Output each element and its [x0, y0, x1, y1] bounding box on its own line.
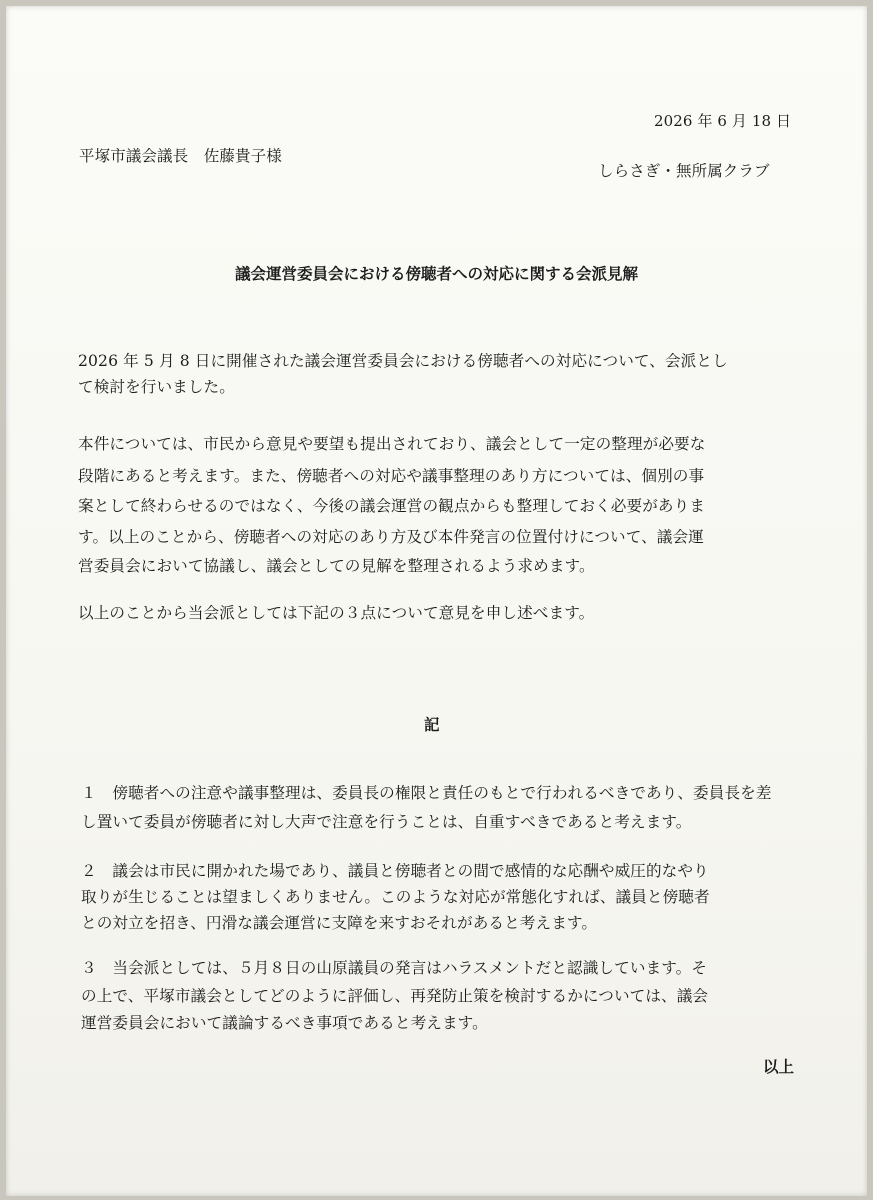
item-2-line: 取りが生じることは望ましくありません。このような対応が常態化すれば、議員と傍聴者 — [81, 888, 710, 906]
body-line: 案として終わらせるのではなく、今後の議会運営の観点からも整理しておく必要がありま — [78, 497, 705, 515]
body-line: す。以上のことから、傍聴者への対応のあり方及び本件発言の位置付けについて、議会運 — [78, 528, 704, 546]
closing-mark: 以上 — [763, 1058, 795, 1076]
body-line: 段階にあると考えます。また、傍聴者への対応や議事整理のあり方については、個別の事 — [78, 467, 705, 485]
item-2-line: との対立を招き、円滑な議会運営に支障を来すおそれがあると考えます。 — [81, 914, 598, 932]
intro-line: て検討を行いました。 — [78, 378, 235, 396]
ki-heading: 記 — [424, 716, 440, 734]
document-title: 議会運営委員会における傍聴者への対応に関する会派見解 — [234, 265, 638, 283]
addressee: 平塚市議会議長 佐藤貴子様 — [79, 147, 282, 165]
body-line: 本件については、市民から意見や要望も提出されており、議会として一定の整理が必要な — [78, 435, 706, 453]
item-2-line: ２ 議会は市民に開かれた場であり、議員と傍聴者との間で感情的な応酬や威圧的なやり — [81, 862, 709, 880]
document-date: 2026 年 6 月 18 日 — [654, 112, 792, 130]
lead-line: 以上のことから当会派としては下記の３点について意見を申し述べます。 — [78, 604, 595, 622]
item-3-line: ３ 当会派としては、５月８日の山原議員の発言はハラスメントだと認識しています。そ — [81, 959, 708, 977]
sender: しらさぎ・無所属クラブ — [598, 162, 770, 180]
body-line: 営委員会において協議し、議会としての見解を整理されるよう求めます。 — [78, 557, 595, 575]
document-page — [6, 6, 867, 1196]
item-1-line: し置いて委員が傍聴者に対し大声で注意を行うことは、自重すべきであると考えます。 — [81, 813, 692, 831]
item-3-line: 運営委員会において議論するべき事項であると考えます。 — [81, 1014, 488, 1032]
item-1-line: １ 傍聴者への注意や議事整理は、委員長の権限と責任のもとで行われるべきであり、委員長を差 — [81, 784, 772, 802]
item-3-line: の上で、平塚市議会としてどのように評価し、再発防止策を検討するかについては、議会 — [81, 987, 709, 1005]
intro-line: 2026 年 5 月 8 日に開催された議会運営委員会における傍聴者への対応について、会派とし — [78, 352, 728, 370]
